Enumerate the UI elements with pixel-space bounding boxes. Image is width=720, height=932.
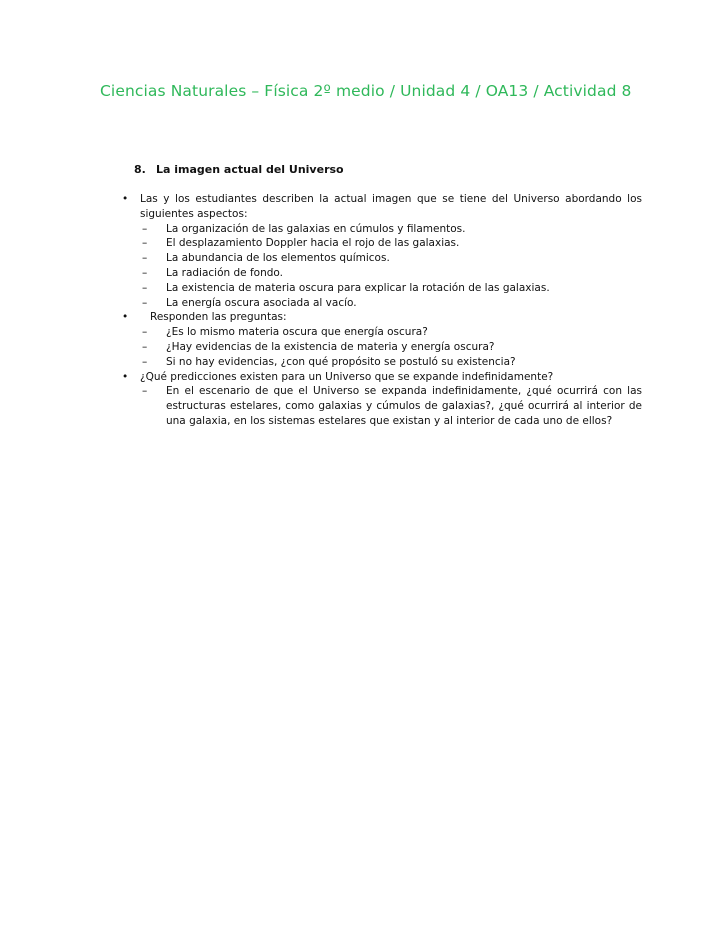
dash-icon: – — [142, 237, 148, 250]
list-item-text: ¿Hay evidencias de la existencia de materia y energía oscura? — [166, 340, 495, 353]
list-item-text: El desplazamiento Doppler hacia el rojo de las galaxias. — [166, 237, 460, 250]
list-item-text: La radiación de fondo. — [166, 266, 283, 279]
list-item — [140, 384, 642, 428]
list-item — [140, 355, 642, 370]
list-item-text: La energía oscura asociada al vacío. — [166, 296, 357, 309]
dash-icon: – — [142, 266, 148, 279]
bullet-item-describe — [122, 192, 642, 310]
dash-icon: – — [142, 385, 148, 398]
bullet-text: Las y los estudiantes describen la actual imagen que se tiene del Universo abordando los siguientes aspectos: — [140, 193, 642, 220]
list-item — [140, 296, 642, 311]
dash-icon: – — [142, 281, 148, 294]
dash-icon: – — [142, 355, 148, 368]
page-header-title: Ciencias Naturales – Física 2º medio / Unidad 4 / OA13 / Actividad 8 — [100, 82, 632, 100]
list-item-text: La abundancia de los elementos químicos. — [166, 252, 390, 265]
dash-icon: – — [142, 252, 148, 265]
list-item-text: En el escenario de que el Universo se expanda indefinidamente, ¿qué ocurrirá con las estructuras estelares, como galaxias y cúmulos de galaxias?, ¿qué ocurrirá al interior de una galaxia, en los sistemas estelares que existan y al interior de cada uno de ellos? — [166, 385, 642, 427]
bullet-item-predictions — [122, 370, 642, 429]
section-number: 8. — [134, 163, 146, 176]
sub-list — [140, 384, 642, 428]
list-item — [140, 251, 642, 266]
dash-icon: – — [142, 222, 148, 235]
bullet-item-questions — [122, 310, 642, 369]
list-item-text: ¿Es lo mismo materia oscura que energía oscura? — [166, 326, 428, 339]
section-heading — [134, 163, 344, 176]
list-item — [140, 266, 642, 281]
dash-icon: – — [142, 326, 148, 339]
bullet-icon: • — [122, 193, 129, 205]
list-item — [140, 222, 642, 237]
list-item-text: La organización de las galaxias en cúmulos y filamentos. — [166, 222, 466, 235]
dash-icon: – — [142, 296, 148, 309]
bullet-text: ¿Qué predicciones existen para un Universo que se expande indefinidamente? — [140, 370, 554, 383]
bullet-list — [122, 192, 642, 429]
list-item — [140, 281, 642, 296]
list-item-text: La existencia de materia oscura para explicar la rotación de las galaxias. — [166, 281, 550, 294]
bullet-text: Responden las preguntas: — [150, 311, 287, 324]
dash-icon: – — [142, 340, 148, 353]
sub-list — [140, 325, 642, 369]
list-item-text: Si no hay evidencias, ¿con qué propósito se postuló su existencia? — [166, 355, 516, 368]
activity-content — [122, 192, 642, 429]
bullet-icon: • — [122, 311, 129, 324]
list-item — [140, 325, 642, 340]
bullet-icon: • — [122, 370, 129, 383]
list-item — [140, 340, 642, 355]
section-title: La imagen actual del Universo — [156, 163, 344, 176]
list-item — [140, 236, 642, 251]
sub-list — [140, 222, 642, 311]
